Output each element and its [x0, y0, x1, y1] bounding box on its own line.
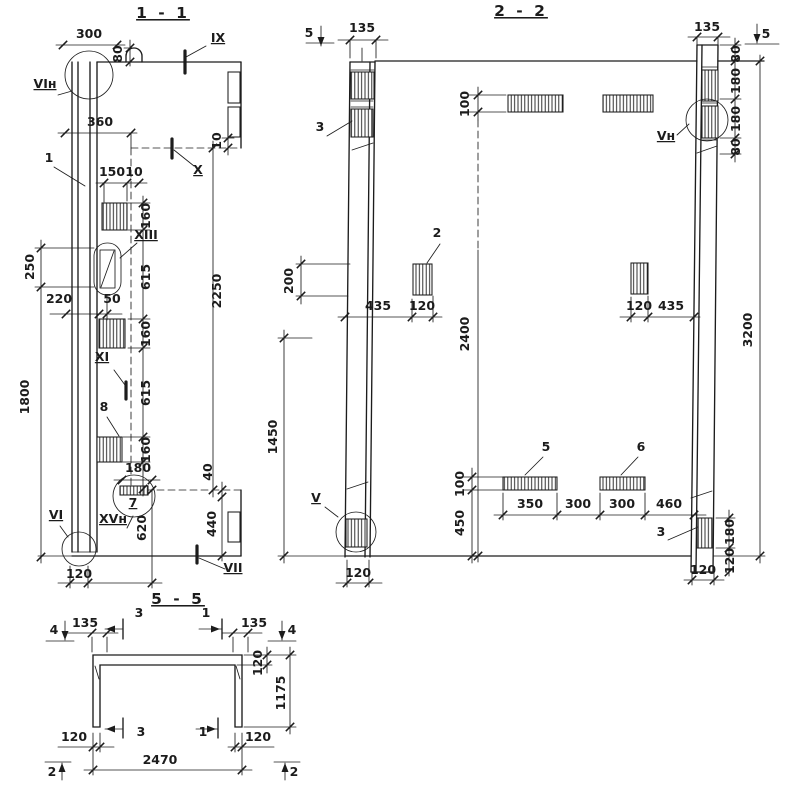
embed-plate: [351, 109, 373, 137]
label-1-1-dim-250: 250: [22, 253, 37, 281]
label-5-5-cut-mark-4-right: 4: [287, 622, 297, 637]
leader-part-3-bottom: [668, 527, 698, 540]
label-1-1-dim-10-b: 10: [209, 132, 224, 150]
label-2-2-detail-ref-v-n: Vн: [656, 128, 676, 143]
label-2-2-dim-100-bottom: 100: [452, 470, 467, 498]
label-2-2-dim-3200: 3200: [740, 312, 755, 348]
label-1-1-part-ref-8: 8: [99, 399, 109, 414]
embed-plate: [102, 203, 127, 230]
label-1-1-section-mark-x: X: [193, 162, 203, 177]
label-2-2-part-ref-2: 2: [432, 225, 442, 240]
label-2-2-dim-1450: 1450: [265, 419, 280, 455]
label-2-2-dim-450: 450: [452, 509, 467, 537]
leader-xiii: [120, 243, 137, 258]
label-1-1-dim-120: 120: [65, 566, 93, 581]
label-2-2-detail-ref-v: V: [311, 490, 321, 505]
label-5-5-dim-1175: 1175: [273, 675, 288, 711]
embed-bar: [508, 95, 563, 112]
detail-circle-vi: [62, 532, 96, 566]
label-1-1-dim-615-b: 615: [138, 379, 153, 407]
edge-slot: [228, 107, 240, 137]
label-2-2-dim-180-a: 180: [728, 67, 743, 95]
label-2-2-dim-2400: 2400: [457, 316, 472, 352]
label-1-1-part-ref-1: 1: [44, 150, 54, 165]
label-1-1-dim-80: 80: [110, 45, 125, 63]
leader-part-2: [427, 244, 440, 263]
label-1-1-dim-615-a: 615: [138, 263, 153, 291]
label-2-2-dim-300-b: 300: [608, 496, 636, 511]
leader-part-1: [54, 167, 85, 186]
leader-v-n: [677, 124, 689, 135]
label-5-5-dim-120-bottom-right: 120: [244, 729, 272, 744]
leader-part-6: [621, 457, 638, 475]
label-2-2-dim-80-a: 80: [728, 45, 743, 63]
leader-part-8: [107, 417, 119, 436]
label-5-5-dim-2470: 2470: [142, 752, 178, 767]
label-1-1-detail-ref-vi-n: VIн: [33, 76, 57, 91]
embed-plate: [413, 264, 432, 295]
embed-bar: [503, 477, 557, 490]
label-2-2-dim-435-right: 435: [657, 298, 685, 313]
leader-xv-n: [127, 516, 133, 528]
embed-plate: [702, 106, 718, 138]
label-5-5-bar-ref-3-top: 3: [134, 605, 144, 620]
label-1-1-dim-160-b: 160: [138, 320, 153, 348]
label-5-5-bar-ref-3-bottom: 3: [136, 724, 146, 739]
label-1-1-section-mark-ix: IX: [210, 30, 226, 45]
label-1-1-section-mark-xi: XI: [94, 349, 110, 364]
leader-part-3-top: [327, 121, 352, 136]
rebar-position-marks: [105, 619, 222, 738]
label-2-2-cut-mark-5-left: 5: [304, 25, 314, 40]
embed-bar: [603, 95, 653, 112]
label-5-5-cut-mark-2-right: 2: [289, 764, 299, 779]
section-1-1: [35, 40, 241, 588]
label-1-1-section-mark-vii: VII: [223, 560, 243, 575]
label-1-1-dim-2250: 2250: [209, 273, 224, 309]
leader-vi-n: [58, 91, 72, 95]
edge-slot: [228, 72, 240, 103]
label-5-5-dim-120-web: 120: [250, 649, 265, 677]
label-1-1-dim-620: 620: [134, 514, 149, 542]
label-2-2-section-title: 2 - 2: [494, 2, 548, 20]
label-2-2-dim-120-mid-right: 120: [625, 298, 653, 313]
label-5-5-dim-135-left: 135: [71, 615, 99, 630]
label-1-1-dim-50: 50: [103, 291, 121, 306]
embed-plate: [702, 70, 718, 101]
label-2-2-part-ref-3-top: 3: [315, 119, 325, 134]
label-1-1-dim-220: 220: [45, 291, 73, 306]
embed-plate: [631, 263, 648, 294]
edge-slot: [228, 512, 240, 542]
label-5-5-dim-135-right: 135: [240, 615, 268, 630]
oval-slot: [94, 243, 121, 295]
label-2-2-dim-135-left: 135: [348, 20, 376, 35]
label-5-5-dim-120-bottom-left: 120: [60, 729, 88, 744]
channel-outline: [93, 655, 242, 727]
label-2-2-dim-200: 200: [281, 267, 296, 295]
label-1-1-section-mark-vi: VI: [48, 507, 64, 522]
label-2-2-part-ref-3-bottom: 3: [656, 524, 666, 539]
label-2-2-dim-180-b: 180: [728, 105, 743, 133]
embed-bar: [600, 477, 645, 490]
label-2-2-dim-460: 460: [655, 496, 683, 511]
label-2-2-dim-120-bottom-left: 120: [344, 565, 372, 580]
embed-bars: [413, 95, 653, 490]
right-column: [686, 45, 728, 572]
label-2-2-dim-120-bottom-right-h: 120: [689, 562, 717, 577]
label-1-1-dim-360: 360: [86, 114, 114, 129]
label-1-1-dim-160-a: 160: [138, 202, 153, 230]
leader-v: [325, 507, 338, 517]
label-2-2-dim-135-right: 135: [693, 19, 721, 34]
embed-plate: [99, 319, 125, 348]
label-1-1-dim-150: 150: [98, 164, 126, 179]
label-1-1-section-mark-xiii: XIII: [134, 227, 158, 242]
label-1-1-part-ref-7: 7: [128, 495, 138, 510]
embed-plate: [346, 519, 367, 547]
label-1-1-dim-180: 180: [124, 460, 152, 475]
leader-vi: [60, 526, 68, 537]
label-2-2-dim-300-a: 300: [564, 496, 592, 511]
label-1-1-detail-ref-xv-n: XVн: [99, 511, 127, 526]
label-5-5-bar-ref-1-bottom: 1: [198, 724, 208, 739]
label-1-1-dim-160-c: 160: [138, 436, 153, 464]
label-5-5-cut-mark-4-left: 4: [49, 622, 59, 637]
label-2-2-part-ref-6: 6: [636, 439, 646, 454]
label-2-2-dim-350: 350: [516, 496, 544, 511]
label-2-2-dim-80-b: 80: [728, 138, 743, 156]
leader-part-5: [525, 457, 543, 475]
label-1-1-dim-300: 300: [75, 26, 103, 41]
label-1-1-section-title: 1 - 1: [136, 4, 190, 22]
label-2-2-dim-435-left: 435: [364, 298, 392, 313]
label-2-2-dim-100-top: 100: [457, 90, 472, 118]
label-2-2-dim-120-bottom-right-v: 120: [722, 547, 737, 575]
label-2-2-dim-120-mid-left: 120: [408, 298, 436, 313]
embed-plate: [697, 518, 712, 548]
label-1-1-dim-1800: 1800: [17, 379, 32, 415]
labels-layer: [17, 2, 770, 779]
label-2-2-dim-180-bottom: 180: [722, 518, 737, 546]
label-1-1-dim-40: 40: [200, 463, 215, 481]
label-2-2-cut-mark-5-right: 5: [761, 26, 771, 41]
label-5-5-cut-mark-2-left: 2: [47, 764, 57, 779]
label-1-1-dim-10-a: 10: [125, 164, 143, 179]
embed-plate: [97, 437, 122, 462]
label-2-2-part-ref-5: 5: [541, 439, 551, 454]
label-1-1-dim-440: 440: [204, 510, 219, 538]
label-5-5-bar-ref-1-top: 1: [201, 605, 211, 620]
embed-plate: [351, 72, 374, 99]
label-5-5-section-title: 5 - 5: [151, 590, 205, 608]
